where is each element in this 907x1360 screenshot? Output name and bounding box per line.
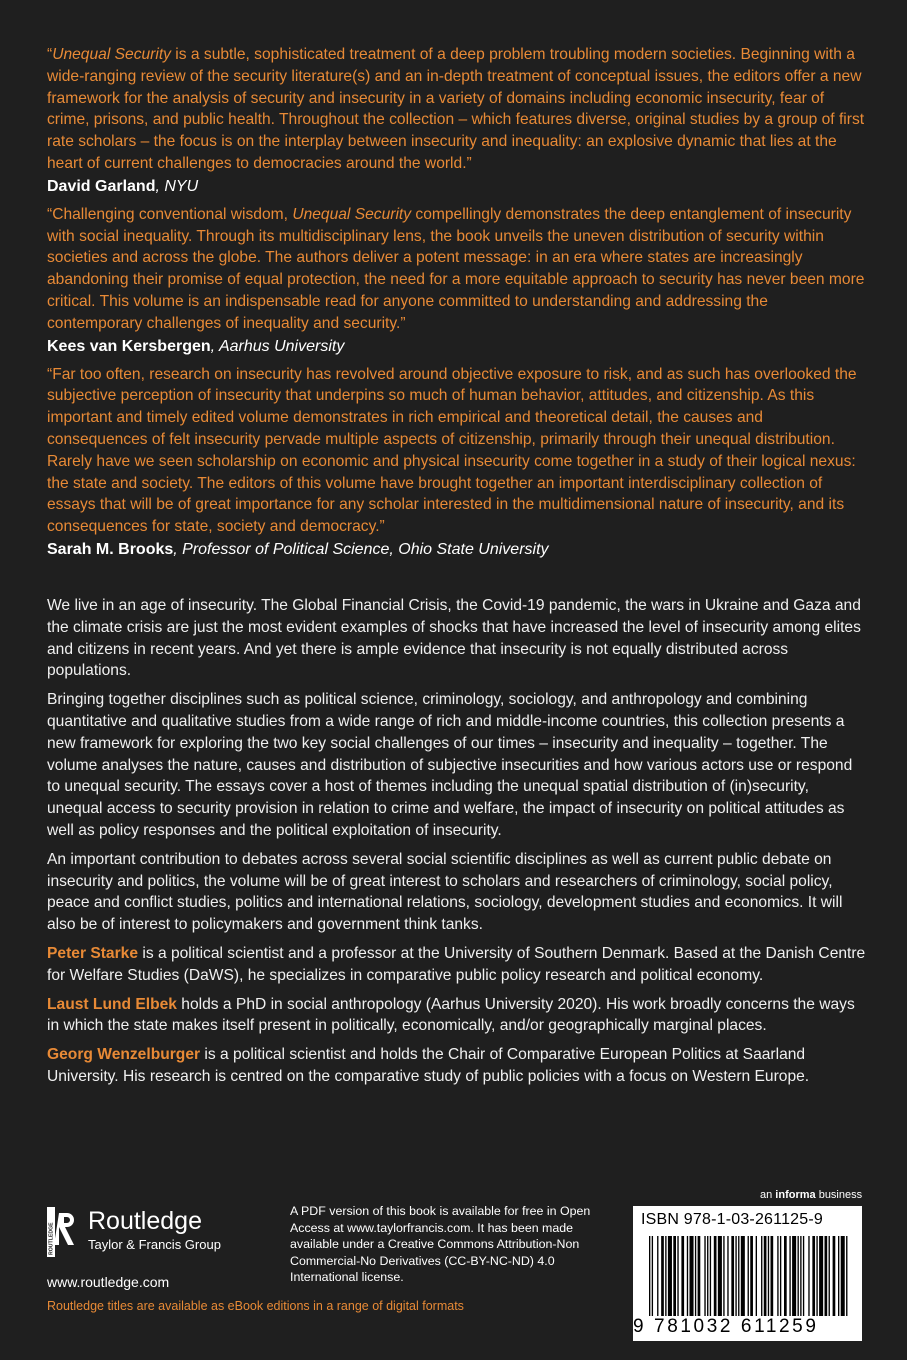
endorsement-quote-2: “Challenging conventional wisdom, Unequal Security compellingly demonstrates the deep entanglement of insecurity with social inequality. Through its multidisciplinary lens, the book unveils the uneven distribution of security within societies and across the globe. The authors deliver a potent message: in an era where states are increasingly abandoning their promise of equal protection, the need for a more equitable approach to security has never been more critical. This volume is an indispensable read for anyone committed to understanding and addressing the contemporary challenges of inequality and security.” (47, 205, 865, 332)
barcode-bar (784, 1236, 787, 1316)
barcode-bar (714, 1236, 717, 1316)
routledge-logo-icon (47, 1207, 77, 1257)
barcode-bar (738, 1236, 739, 1316)
endorsement-attribution-1: David Garland, NYU (47, 177, 199, 195)
barcode-bar (816, 1236, 817, 1316)
barcode-bar (792, 1236, 796, 1316)
barcode-bar (829, 1236, 830, 1316)
editor-bio-1: Peter Starke is a political scientist and a professor at the University of Southern Denmark. Based at the Danish Centre for Welfare Studies (DaWS), he specializes in comparative public policy research and political economy. (47, 944, 866, 984)
barcode-bar (761, 1236, 762, 1316)
publisher-name: Routledge (88, 1207, 202, 1235)
barcode-bar (741, 1236, 745, 1316)
barcode-bar (808, 1236, 809, 1316)
barcode-bar (819, 1236, 823, 1316)
isbn-label: ISBN 978-1-03-261125-9 (641, 1211, 823, 1228)
endorsements (47, 44, 867, 567)
barcode-bar (695, 1236, 696, 1316)
isbn-digits: 9 781032 611259 (633, 1316, 819, 1337)
barcode-bar (764, 1236, 767, 1316)
barcode-bar (681, 1236, 684, 1316)
barcode-bar (838, 1236, 839, 1316)
barcode-bar (652, 1236, 653, 1316)
barcode-bar (710, 1236, 711, 1316)
barcode-bar (661, 1236, 664, 1316)
barcode-bar (657, 1236, 658, 1316)
barcode-bar (690, 1236, 694, 1316)
barcode-bar (750, 1236, 753, 1316)
barcode-bar (777, 1236, 778, 1316)
editor-bio-3: Georg Wenzelburger is a political scientist and holds the Chair of Comparative European Politics at Saarland University. His research is centred on the comparative study of public policies with a focus on Western Europe. (47, 1046, 810, 1085)
barcode-bar (735, 1236, 736, 1316)
barcode-bar (756, 1236, 757, 1316)
barcode-bar (718, 1236, 722, 1316)
book-description (47, 595, 867, 1095)
barcode-bar (698, 1236, 701, 1316)
barcode-bar (825, 1236, 828, 1316)
barcode-bar (727, 1236, 728, 1316)
editor-bio-2: Laust Lund Elbek holds a PhD in social anthropology (Aarhus University 2020). His work broadly concerns the ways in which the state makes itself present in politically, economically, and/or geographically marginal places. (47, 995, 855, 1035)
barcode-bar (846, 1236, 847, 1316)
barcode-bar (665, 1236, 666, 1316)
barcode-bar (748, 1236, 749, 1316)
barcode-bar (704, 1236, 705, 1316)
endorsement-attribution-3: Sarah M. Brooks, Professor of Political Science, Ohio State University (47, 540, 549, 558)
description-paragraph-3: An important contribution to debates across several social scientific disciplines as well as current public debate on insecurity and politics, the volume will be of great interest to scholars and researchers of criminology, social policy, peace and conflict studies, politics and international relations, sociology, development studies and economics. It will also be of interest to policymakers and government think tanks. (47, 850, 843, 934)
endorsement-quote-3: “Far too often, research on insecurity has revolved around objective exposure to risk, and as such has overlooked the subjective perception of insecurity that underpins so much of human behavior, attitudes, and citizenship. As this important and timely edited volume demonstrates in rich empirical and theoretical detail, the causes and consequences of felt insecurity pervade multiple aspects of citizenship, primarily through their unequal distribution. Rarely have we seen scholarship on economic and physical insecurity come together in a study of their logical nexus: the state and society. The editors of this volume have brought together an important interdisciplinary collection of essays that will be of great importance for any scholar interested in the multidimensional nature of insecurity, and its consequences for state, society and democracy.” (47, 365, 857, 536)
barcode-bar (668, 1236, 672, 1316)
barcode-bar (771, 1236, 774, 1316)
barcode-bar (677, 1236, 678, 1316)
description-paragraph-2: Bringing together disciplines such as political science, criminology, sociology, and anthropology and combining quantitative and qualitative studies from a wide range of rich and middle-income countries, this collection presents a new framework for exploring the two key social challenges of our times – insecurity and inequality – together. The volume analyses the nature, causes and distribution of subjective insecurities and how various actors use or respond to unequal security. The essays cover a host of themes including the unequal spatial distribution of (in)security, unequal access to security provision in relation to crime and welfare, the impact of insecurity on political attitudes as well as policy responses and the political exploitation of insecurity. (47, 691, 853, 839)
barcode-bar (723, 1236, 724, 1316)
barcode-bar (673, 1236, 676, 1316)
endorsement-attribution-2: Kees van Kersbergen, Aarhus University (47, 337, 345, 355)
barcode-bar (800, 1236, 801, 1316)
barcode-bar (789, 1236, 790, 1316)
ebook-availability-note: Routledge titles are available as eBook editions in a range of digital formats (47, 1299, 464, 1313)
barcode-bar (731, 1236, 734, 1316)
barcode-bar (841, 1236, 845, 1316)
barcode-bar (649, 1236, 650, 1316)
publisher-group: Taylor & Francis Group (88, 1237, 221, 1252)
isbn-barcode-panel (633, 1206, 862, 1341)
barcode-bar (768, 1236, 769, 1316)
barcode-bar (833, 1236, 836, 1316)
barcode-bar (707, 1236, 708, 1316)
publisher-url: www.routledge.com (47, 1274, 170, 1290)
cover-footer (0, 1185, 907, 1360)
description-paragraph-1: We live in an age of insecurity. The Global Financial Crisis, the Covid-19 pandemic, the wars in Ukraine and Gaza and the climate crisis are just the most evident examples of shocks that have increased the level of insecurity among elites and citizens in recent years. And yet there is ample evidence that insecurity is not equally distributed across populations. (47, 597, 861, 680)
open-access-note: A PDF version of this book is available for free in Open Access at www.taylorfrancis.com. It has been made available under a Creative Commons Attribution-Non Commercial-No Derivatives (CC-BY-NC-ND) 4.0 International license. (290, 1204, 591, 1285)
barcode-bar (798, 1236, 799, 1316)
svg-text:ROUTLEDGE: ROUTLEDGE (48, 1222, 55, 1255)
barcode-bar (803, 1236, 804, 1316)
barcode-bar (780, 1236, 781, 1316)
barcode-bar (687, 1236, 688, 1316)
endorsement-quote-1: “Unequal Security is a subtle, sophisticated treatment of a deep problem troubling modern societies. Beginning with a wide-ranging review of the security literature(s) and an in-depth treatment of conceptual issues, the editors offer a new framework for the analysis of security and insecurity in a variety of domains including economic insecurity, fear of crime, prisons, and public health. Throughout the collection – which features diverse, original studies by a group of first rate scholars – the focus is on the interplay between insecurity and inequality: an explosive dynamic that lies at the heart of current challenges to democracies around the world.” (47, 46, 865, 172)
barcode-bar (812, 1236, 815, 1316)
informa-business-tag: an informa business (760, 1189, 863, 1201)
